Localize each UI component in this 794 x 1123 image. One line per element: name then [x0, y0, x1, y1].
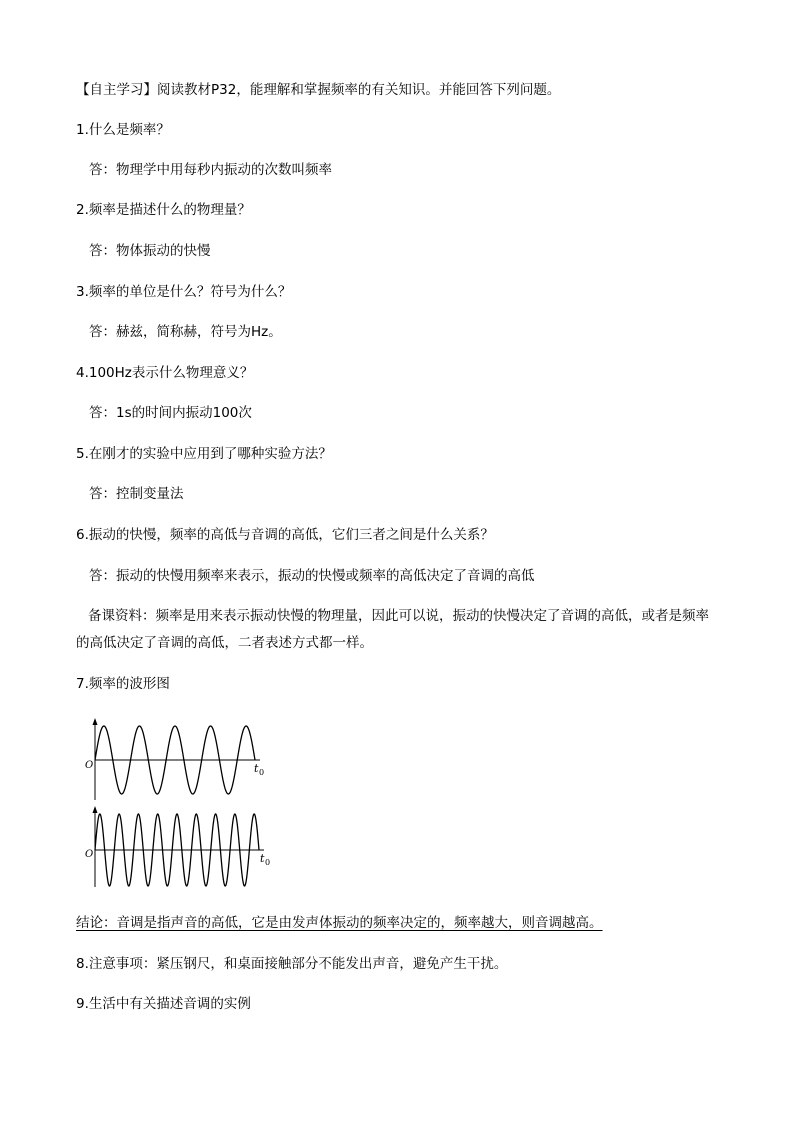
top-time-label: t: [254, 762, 259, 775]
prep-note: [76, 603, 721, 657]
item-8-text: 8.注意事项：紧压钢尺，和桌面接触部分不能发出声音，避免产生干扰。: [76, 956, 508, 972]
item-9-text: 9.生活中有关描述音调的实例: [76, 996, 251, 1012]
conclusion-text: 结论：音调是指声音的高低，它是由发声体振动的频率决定的，频率越大，则音调越高。: [76, 915, 603, 931]
top-time-subscript: 0: [259, 768, 265, 777]
bottom-origin-label: O: [85, 849, 94, 860]
question-4: 4.100Hz表示什么物理意义？: [76, 365, 254, 381]
question-2: 2.频率是描述什么的物理量？: [76, 202, 251, 218]
bottom-time-subscript: 0: [265, 858, 271, 867]
bottom-time-label: t: [260, 852, 265, 865]
bottom-y-arrow-icon: [93, 806, 98, 813]
question-6: 6.振动的快慢，频率的高低与音调的高低，它们三者之间是什么关系？: [76, 527, 494, 543]
answer-2: 答：物体振动的快慢: [89, 243, 211, 259]
intro-text: 【自主学习】阅读教材P32，能理解和掌握频率的有关知识。并能回答下列问题。: [76, 82, 561, 98]
question-3: 3.频率的单位是什么？符号为什么？: [76, 284, 292, 300]
answer-1: 答：物理学中用每秒内振动的次数叫频率: [89, 162, 332, 178]
prep-note-text: 备课资料：频率是用来表示振动快慢的物理量，因此可以说，振动的快慢决定了音调的高低，或者是频率的高低决定了音调的高低，二者表述方式都一样。: [76, 608, 709, 651]
waveform-figure: [78, 712, 288, 892]
top-y-arrow-icon: [93, 718, 98, 725]
top-origin-label: O: [85, 760, 94, 771]
answer-4: 答：1s的时间内振动100次: [89, 405, 252, 421]
question-5: 5.在刚才的实验中应用到了哪种实验方法？: [76, 446, 332, 462]
answer-3: 答：赫兹，简称赫，符号为Hz。: [89, 324, 282, 340]
question-1: 1.什么是频率？: [76, 122, 170, 138]
answer-6: 答：振动的快慢用频率来表示，振动的快慢或频率的高低决定了音调的高低: [89, 568, 535, 584]
answer-5: 答：控制变量法: [89, 486, 184, 502]
item-7-heading: 7.频率的波形图: [76, 676, 170, 692]
